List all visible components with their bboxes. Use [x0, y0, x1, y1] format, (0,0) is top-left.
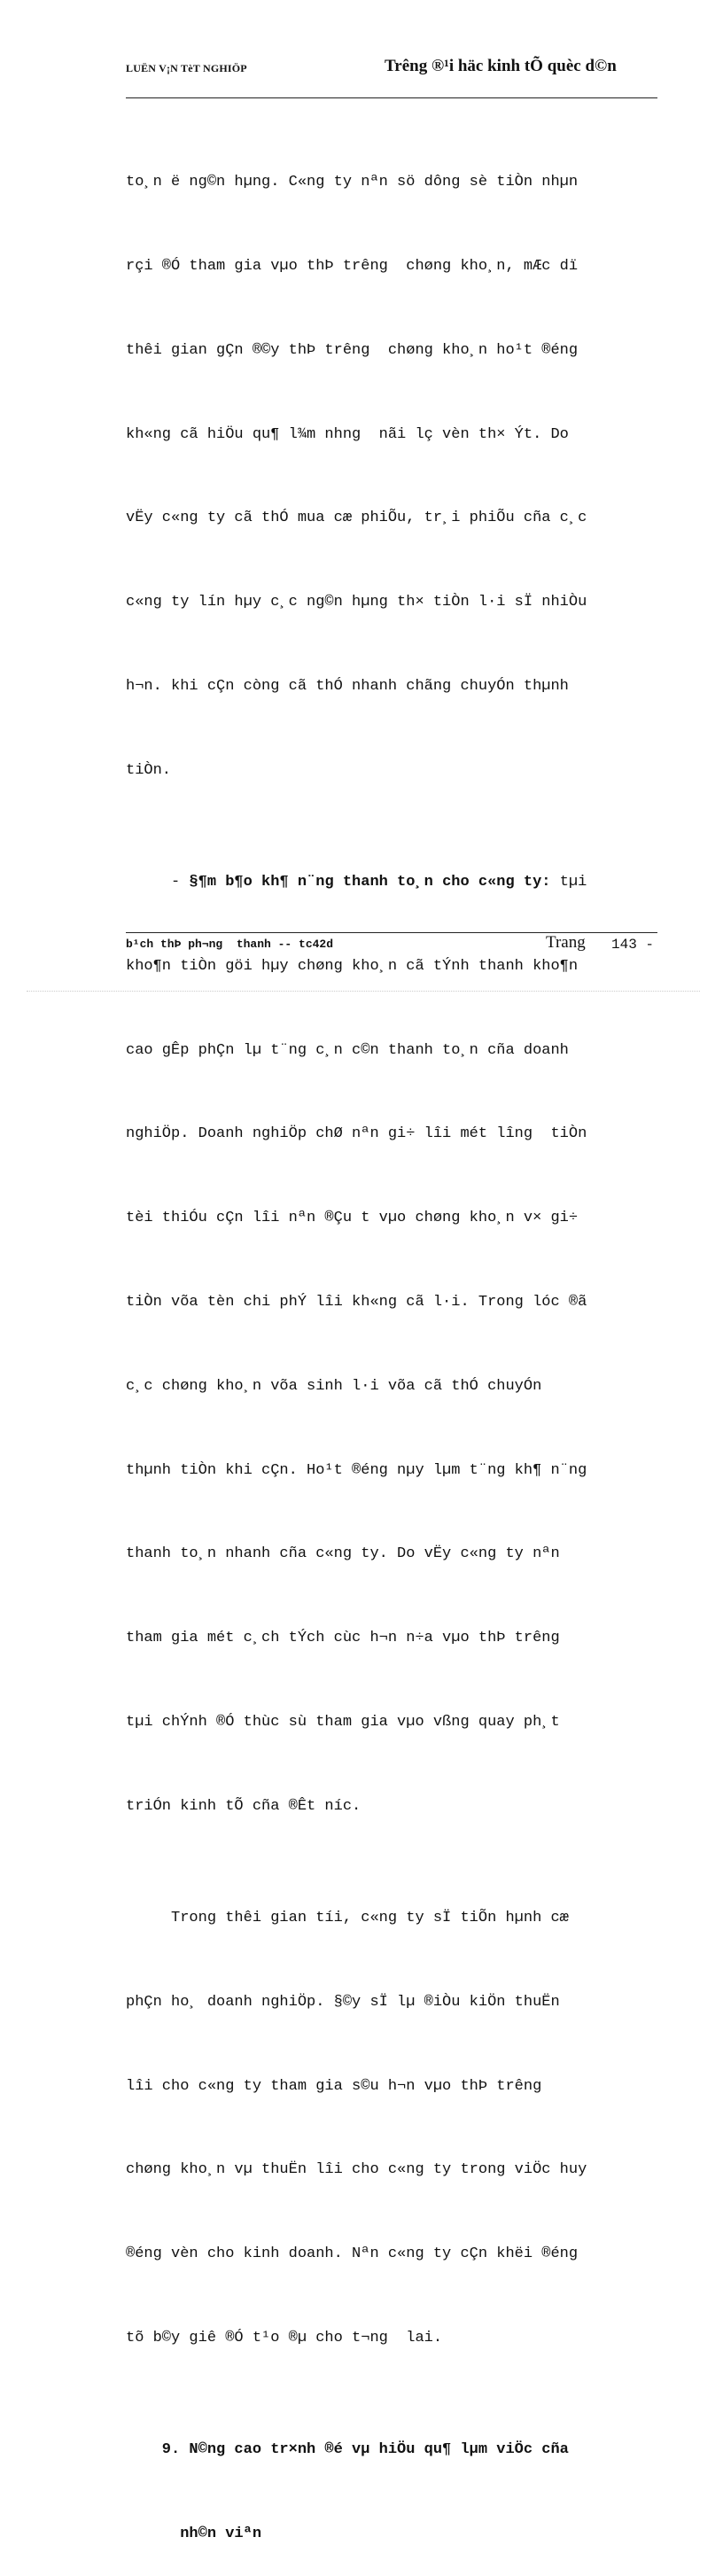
body-line: kh«ng cã hiÖu qu¶ l¾m nhng nãi lç vèn th× Ýt. Do — [126, 425, 569, 443]
body-line: tiÒn. — [126, 761, 172, 779]
section-heading-continued: nh©n viªn — [126, 2525, 262, 2543]
section-heading: 9. N©ng cao tr×nh ®é vµ hiÖu qu¶ lµm viÖc cña — [126, 2441, 569, 2459]
page-bottom-dotted-line — [27, 991, 700, 992]
body-line: tèi thiÓu cÇn lîi nªn ®Çu t vµo chøng kho¸n v× gi÷ — [126, 1210, 579, 1227]
document-body — [126, 113, 657, 2576]
header-university-name: Trêng ®¹i häc kinh tÕ quèc d©n — [385, 57, 617, 75]
body-line: tõ b©y giê ®Ó t¹o ®µ cho t¬ng lai. — [126, 2329, 443, 2346]
body-line: lîi cho c«ng ty tham gia s©u h¬n vµo thÞ trêng — [126, 2077, 542, 2095]
body-line: tiÒn võa tèn chi phÝ lîi kh«ng cã l·i. Trong lóc ®ã — [126, 1293, 587, 1311]
body-line: h¬n. khi cÇn còng cã thÓ nhanh chãng chuyÓn thµnh — [126, 677, 569, 695]
body-line: vËy c«ng ty cã thÓ mua cæ phiÕu, tr¸i phiÕu cña c¸c — [126, 510, 587, 527]
body-line: cao gÊp phÇn lµ t¨ng c¸n c©n thanh to¸n cña doanh — [126, 1041, 569, 1059]
body-line: tµi chÝnh ®Ó thùc sù tham gia vµo vßng quay ph¸t — [126, 1713, 560, 1731]
body-line: thµnh tiÒn khi cÇn. Ho¹t ®éng nµy lµm t¨ng kh¶ n¨ng — [126, 1461, 587, 1479]
body-line: c¸c chøng kho¸n võa sinh l·i võa cã thÓ chuyÓn — [126, 1377, 542, 1395]
body-line: to¸n ë ng©n hµng. C«ng ty nªn sö dông sè tiÒn nhµn — [126, 174, 579, 191]
body-line: thêi gian gÇn ®©y thÞ trêng chøng kho¸n ho¹t ®éng — [126, 341, 579, 359]
body-line: c«ng ty lín hµy c¸c ng©n hµng th× tiÒn l·i sÏ nhiÒu — [126, 594, 587, 611]
body-line: triÓn kinh tÕ cña ®Êt níc. — [126, 1797, 362, 1815]
bullet-rest: tµi — [550, 874, 587, 891]
body-line: tham gia mét c¸ch tÝch cùc h¬n n÷a vµo thÞ trêng — [126, 1630, 560, 1647]
body-line: phÇn ho¸ doanh nghiÖp. §©y sÏ lµ ®iÒu kiÖn thuËn — [126, 1993, 560, 2011]
footer-page-number: 143 - — [611, 937, 655, 953]
body-line: ®éng vèn cho kinh doanh. Nªn c«ng ty cÇn khëi ®éng — [126, 2245, 579, 2263]
body-line: rçi ®Ó tham gia vµo thÞ trêng chøng kho¸n, mÆc dï — [126, 257, 579, 275]
body-line: chøng kho¸n vµ thuËn lîi cho c«ng ty trong viÖc huy — [126, 2161, 587, 2179]
bullet-heading: §¶m b¶o kh¶ n¨ng thanh to¸n cho c«ng ty: — [189, 874, 551, 891]
header-rule — [126, 97, 657, 98]
body-line: thanh to¸n nhanh cña c«ng ty. Do vËy c«ng ty nªn — [126, 1545, 560, 1563]
footer-page-label: Trang — [546, 933, 586, 952]
body-line: Trong thêi gian tíi, c«ng ty sÏ tiÕn hµnh cæ — [126, 1910, 569, 1926]
bullet-prefix: - — [126, 874, 190, 891]
bullet-line — [126, 868, 657, 897]
body-line: nghiÖp. Doanh nghiÖp chØ nªn gi÷ lîi mét lîng tiÒn — [126, 1125, 587, 1143]
body-line: kho¶n tiÒn göi hµy chøng kho¸n cã tÝnh thanh kho¶n — [126, 957, 579, 975]
header-thesis-label: LUËN V¡N TèT NGHIÖP — [126, 62, 247, 74]
footer-author: b¹ch thÞ ph¬ng thanh -- tc42d — [126, 938, 334, 951]
